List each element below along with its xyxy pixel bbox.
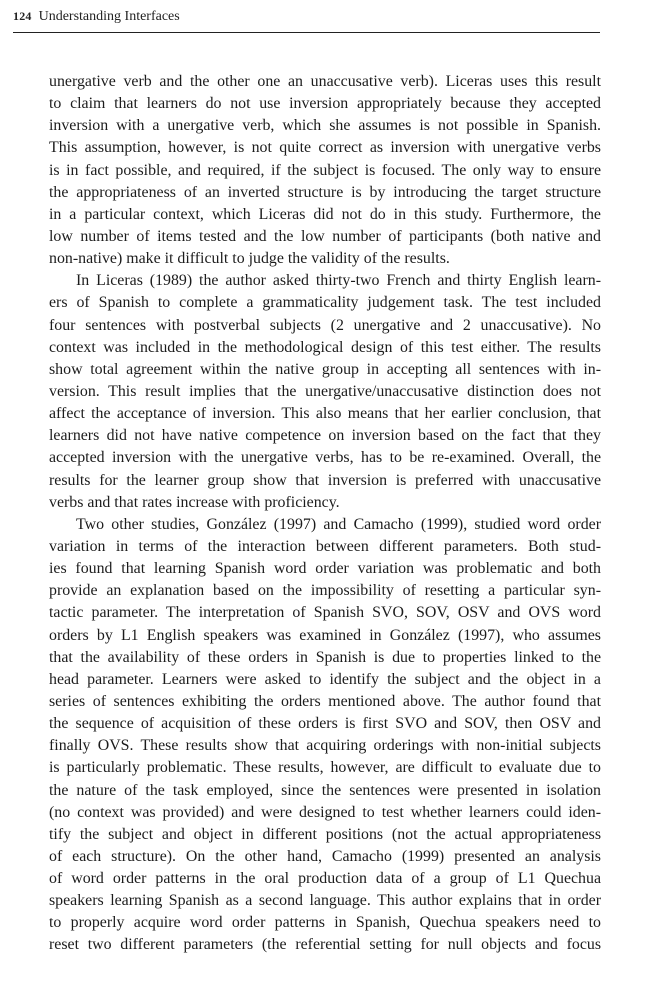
- running-head: [13, 6, 600, 33]
- text-line: context was included in the methodological design of this test either. The results: [49, 338, 601, 356]
- text-line: the nature of the task employed, since the sentences were presented in isolation: [49, 781, 601, 799]
- text-line: unergative verb and the other one an unaccusative verb). Liceras uses this result: [49, 73, 601, 90]
- text-line: finally OVS. These results show that acquiring orderings with non-initial subjects: [49, 737, 601, 755]
- text-line: low number of items tested and the low number of participants (both native and: [49, 227, 601, 245]
- text-line: in a particular context, which Liceras did not do in this study. Furthermore, the: [49, 205, 601, 223]
- text-line: In Liceras (1989) the author asked thirty-two French and thirty English learn-: [76, 272, 601, 290]
- text-line: variation in terms of the interaction between different parameters. Both stud-: [49, 537, 601, 555]
- text-line: that the availability of these orders in Spanish is due to properties linked to the: [49, 648, 601, 666]
- text-line: four sentences with postverbal subjects (2 unergative and 2 unaccusative). No: [49, 316, 601, 334]
- text-line: to properly acquire word order patterns in Spanish, Quechua speakers need to: [49, 914, 601, 932]
- text-line: head parameter. Learners were asked to identify the subject and the object in a: [49, 670, 601, 688]
- text-line: of each structure). On the other hand, Camacho (1999) presented an analysis: [49, 847, 601, 865]
- text-line: Two other studies, González (1997) and Camacho (1999), studied word order: [76, 515, 601, 533]
- text-line: non-native) make it difficult to judge the validity of the results.: [49, 250, 450, 268]
- text-line: is particularly problematic. These results, however, are difficult to evaluate due to: [49, 759, 601, 777]
- page-number: 124: [13, 9, 32, 23]
- text-line: (no context was provided) and were designed to test whether learners could iden-: [49, 803, 601, 821]
- text-line: results for the learner group show that inversion is preferred with unaccusative: [49, 471, 601, 489]
- text-line: provide an explanation based on the impossibility of resetting a particular syn-: [49, 582, 601, 600]
- paragraph: [49, 270, 601, 514]
- text-line: verbs and that rates increase with proficiency.: [49, 493, 340, 511]
- text-line: to claim that learners do not use inversion appropriately because they accepted: [49, 95, 601, 113]
- text-line: series of sentences exhibiting the orders mentioned above. The author found that: [49, 692, 601, 710]
- text-line: inversion with a unergative verb, which she assumes is not possible in Spanish.: [49, 117, 601, 135]
- text-line: orders by L1 English speakers was examined in González (1997), who assumes: [49, 626, 601, 644]
- paragraph: [49, 514, 601, 957]
- text-line: speakers learning Spanish as a second language. This author explains that in order: [49, 892, 601, 910]
- text-line: the sequence of acquisition of these orders is first SVO and SOV, then OSV and: [49, 715, 601, 733]
- text-line: the appropriateness of an inverted structure is by introducing the target structure: [49, 183, 601, 201]
- text-line: affect the acceptance of inversion. This also means that her earlier conclusion, that: [49, 405, 601, 423]
- text-line: tactic parameter. The interpretation of Spanish SVO, SOV, OSV and OVS word: [49, 604, 601, 622]
- text-line: learners did not have native competence on inversion based on the fact that they: [49, 427, 601, 445]
- text-line: accepted inversion with the unergative verbs, has to be re-examined. Overall, the: [49, 449, 601, 467]
- text-line: ers of Spanish to complete a grammaticality judgement task. The test included: [49, 294, 601, 312]
- text-line: version. This result implies that the unergative/unaccusative distinction does not: [49, 382, 601, 400]
- text-line: show total agreement within the native group in accepting all sentences with in-: [49, 360, 601, 378]
- text-line: This assumption, however, is not quite correct as inversion with unergative verbs: [49, 139, 601, 157]
- text-line: is in fact possible, and required, if the subject is focused. The only way to ensure: [49, 161, 601, 179]
- body-text: [49, 71, 601, 957]
- text-line: of word order patterns in the oral production data of a group of L1 Quechua: [49, 870, 601, 888]
- text-line: tify the subject and object in different positions (not the actual appropriateness: [49, 825, 601, 843]
- running-title: Understanding Interfaces: [38, 9, 180, 24]
- paragraph: [49, 71, 601, 270]
- text-line: reset two different parameters (the referential setting for null objects and focus: [49, 936, 601, 954]
- text-line: ies found that learning Spanish word order variation was problematic and both: [49, 560, 601, 578]
